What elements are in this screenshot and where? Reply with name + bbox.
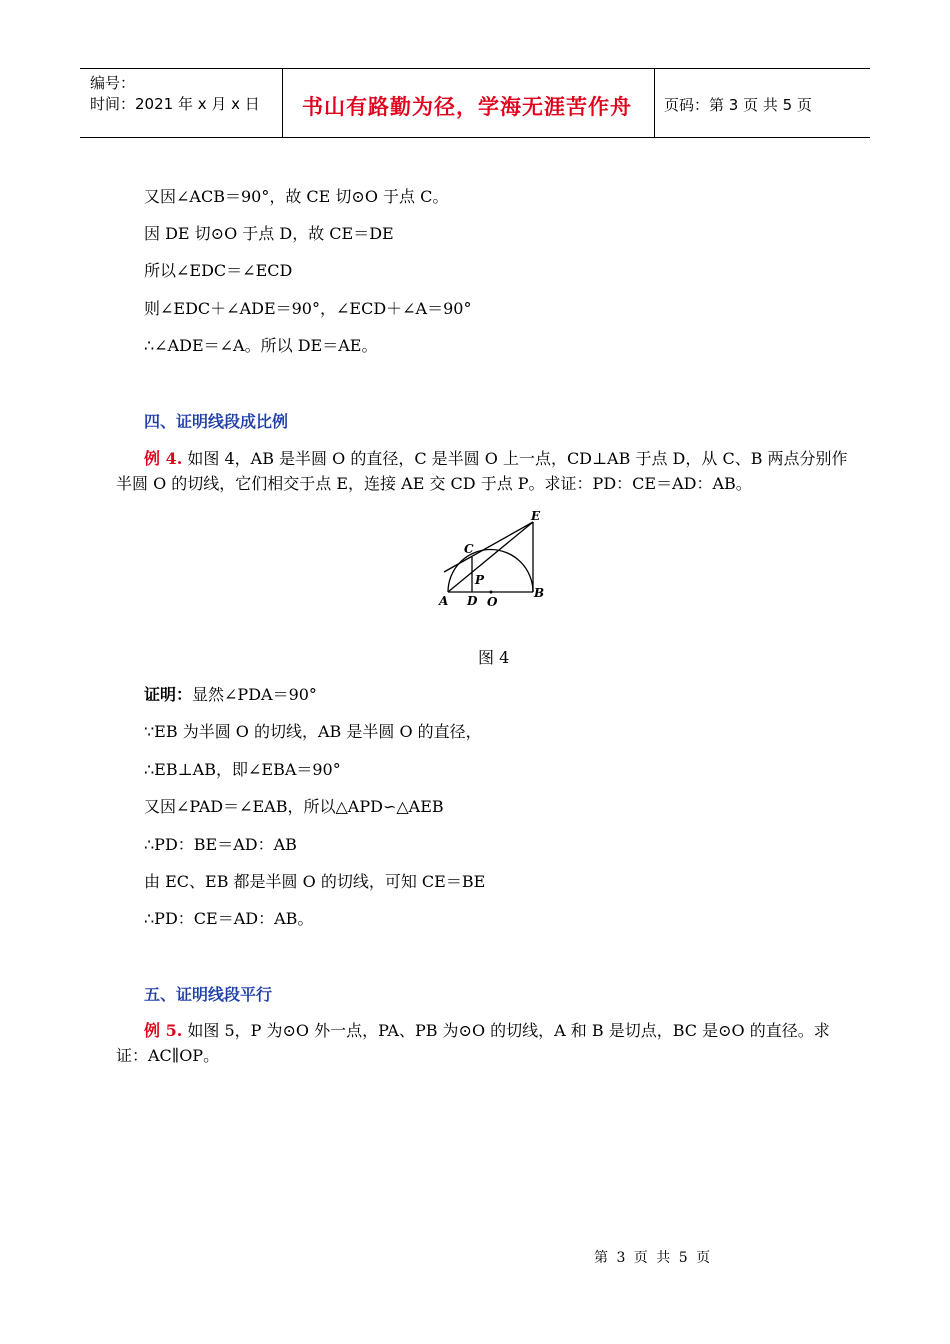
center-point-o (490, 591, 493, 594)
example4-line1 (144, 446, 848, 469)
page-info: 页码：第 3 页 共 5 页 (664, 96, 812, 114)
proof-line: ∴PD：BE＝AD：AB (144, 835, 297, 854)
example4-label: 例 4. (144, 449, 183, 468)
page-header (80, 68, 870, 138)
proof-line: ∵EB 为半圆 O 的切线，AB 是半圆 O 的直径， (144, 722, 482, 741)
proof-line: 则∠EDC＋∠ADE＝90°，∠ECD＋∠A＝90° (144, 299, 472, 318)
proof-label: 证明： (144, 685, 193, 704)
semicircle (448, 550, 533, 593)
label-o: O (487, 595, 498, 609)
proof-line: ∴EB⊥AB，即∠EBA＝90° (144, 760, 341, 779)
example4-text: 如图 4，AB 是半圆 O 的直径，C 是半圆 O 上一点，CD⊥AB 于点 D，从 C、B 两点分别作 (182, 449, 848, 468)
proof-line: 因 DE 切⊙O 于点 D，故 CE＝DE (144, 224, 394, 243)
proof-line: 又因∠ACB＝90°，故 CE 切⊙O 于点 C。 (144, 187, 449, 206)
example5-text: 如图 5，P 为⊙O 外一点，PA、PB 为⊙O 的切线，A 和 B 是切点，BC 是⊙O 的直径。求 (182, 1021, 830, 1040)
section4-title: 四、证明线段成比例 (144, 412, 289, 431)
example5-line2: 证：AC∥OP。 (116, 1046, 220, 1065)
proof-line: 所以∠EDC＝∠ECD (144, 261, 293, 280)
proof-line: 由 EC、EB 都是半圆 O 的切线，可知 CE＝BE (144, 872, 486, 891)
number-label: 编号： (90, 74, 136, 92)
motto: 书山有路勤为径，学海无涯苦作舟 (302, 95, 632, 119)
proof-line: 又因∠PAD＝∠EAB，所以△APD∽△AEB (144, 797, 444, 816)
label-p: P (475, 573, 485, 587)
label-a: A (439, 594, 449, 608)
header-motto-cell (282, 69, 655, 137)
proof-line: ∴PD：CE＝AD：AB。 (144, 909, 314, 928)
line-ae (448, 522, 533, 592)
label-c: C (464, 542, 474, 556)
label-d: D (467, 594, 478, 608)
page-footer: 第 3 页 共 5 页 (594, 1250, 713, 1266)
example5-label: 例 5. (144, 1021, 183, 1040)
label-b: B (534, 586, 545, 600)
example5-line1 (144, 1018, 830, 1041)
header-meta (80, 69, 283, 137)
example4-line2: 半圆 O 的切线，它们相交于点 E，连接 AE 交 CD 于点 P。求证：PD：CE＝AD：AB。 (116, 474, 752, 493)
proof-start (144, 682, 317, 705)
proof-line: ∴∠ADE＝∠A。所以 DE＝AE。 (144, 336, 378, 355)
label-e: E (531, 509, 541, 523)
figure-4-caption: 图 4 (478, 648, 510, 667)
tangent-ce (444, 522, 533, 572)
section5-title: 五、证明线段平行 (144, 985, 273, 1004)
time-label: 时间：2021 年 x 月 x 日 (90, 95, 260, 113)
figure-4 (436, 506, 548, 610)
header-page-cell (654, 69, 870, 137)
proof-first: 显然∠PDA＝90° (192, 685, 317, 704)
